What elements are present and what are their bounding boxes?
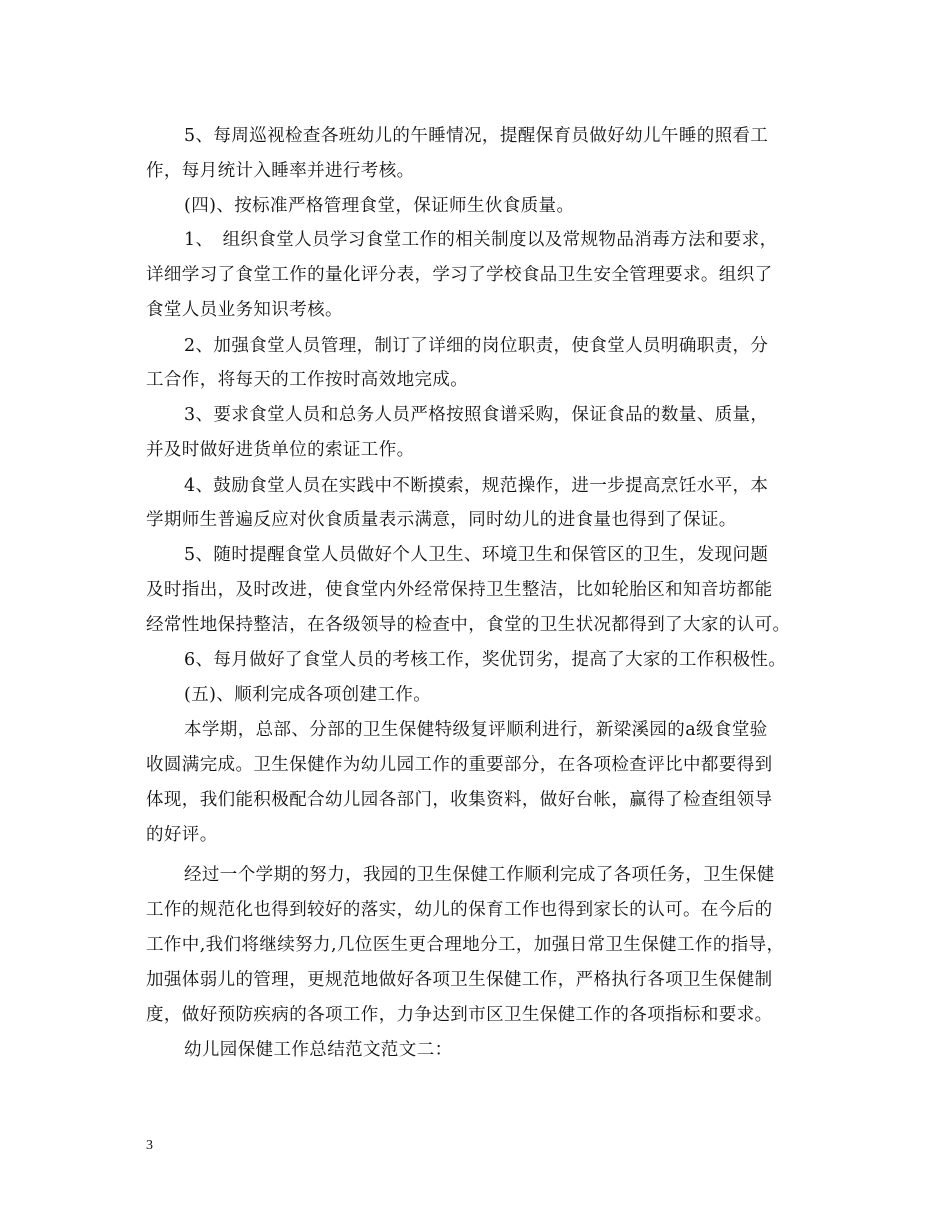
text-line: 工作的规范化也得到较好的落实，幼儿的保育工作也得到家长的认可。在今后的 bbox=[146, 900, 773, 920]
text-line: 加强体弱儿的管理，更规范地做好各项卫生保健工作，严格执行各项卫生保健制 bbox=[146, 970, 773, 990]
text-line: 作，每月统计入睡率并进行考核。 bbox=[146, 161, 415, 181]
text-line: 经过一个学期的努力，我园的卫生保健工作顺利完成了各项任务，卫生保健 bbox=[184, 865, 775, 885]
text-line: 学期师生普遍反应对伙食质量表示满意，同时幼儿的进食量也得到了保证。 bbox=[146, 510, 737, 530]
text-line: 3、要求食堂人员和总务人员严格按照食谱采购，保证食品的数量、质量， bbox=[184, 405, 769, 425]
text-line: 本学期，总部、分部的卫生保健特级复评顺利进行，新梁溪园的a级食堂验 bbox=[184, 720, 768, 740]
text-line: 2、加强食堂人员管理，制订了详细的岗位职责，使食堂人员明确职责，分 bbox=[184, 336, 769, 356]
text-line: (四)、按标准严格管理食堂，保证师生伙食质量。 bbox=[184, 196, 575, 216]
text-line: 1、 组织食堂人员学习食堂工作的相关制度以及常规物品消毒方法和要求， bbox=[184, 230, 778, 250]
text-line: 4、鼓励食堂人员在实践中不断摸索，规范操作，进一步提高烹饪水平，本 bbox=[184, 476, 769, 496]
text-line: 的好评。 bbox=[146, 825, 218, 845]
text-line: 食堂人员业务知识考核。 bbox=[146, 300, 343, 320]
text-line: 度，做好预防疾病的各项工作，力争达到市区卫生保健工作的各项指标和要求。 bbox=[146, 1005, 773, 1025]
text-line: 工作中,我们将继续努力,几位医生更合理地分工，加强日常卫生保健工作的指导， bbox=[146, 935, 785, 955]
text-line: 并及时做好进货单位的索证工作。 bbox=[146, 440, 415, 460]
text-line: 收圆满完成。卫生保健作为幼儿园工作的重要部分，在各项检查评比中都要得到 bbox=[146, 755, 773, 775]
page-number: 3 bbox=[146, 1138, 153, 1153]
text-line: 幼儿园保健工作总结范文范文二： bbox=[184, 1040, 453, 1060]
text-line: 及时指出，及时改进，使食堂内外经常保持卫生整洁，比如轮胎区和知音坊都能 bbox=[146, 580, 773, 600]
text-line: (五)、顺利完成各项创建工作。 bbox=[184, 685, 432, 705]
text-line: 5、每周巡视检查各班幼儿的午睡情况，提醒保育员做好幼儿午睡的照看工 bbox=[184, 126, 769, 146]
text-line: 经常性地保持整洁，在各级领导的检查中，食堂的卫生状况都得到了大家的认可。 bbox=[146, 615, 791, 635]
text-line: 5、随时提醒食堂人员做好个人卫生、环境卫生和保管区的卫生，发现问题 bbox=[184, 545, 769, 565]
text-line: 工合作，将每天的工作按时高效地完成。 bbox=[146, 370, 469, 390]
text-line: 6、每月做好了食堂人员的考核工作，奖优罚劣，提高了大家的工作积极性。 bbox=[184, 650, 787, 670]
text-line: 详细学习了食堂工作的量化评分表，学习了学校食品卫生安全管理要求。组织了 bbox=[146, 265, 773, 285]
text-line: 体现，我们能积极配合幼儿园各部门，收集资料，做好台帐，赢得了检查组领导 bbox=[146, 790, 773, 810]
